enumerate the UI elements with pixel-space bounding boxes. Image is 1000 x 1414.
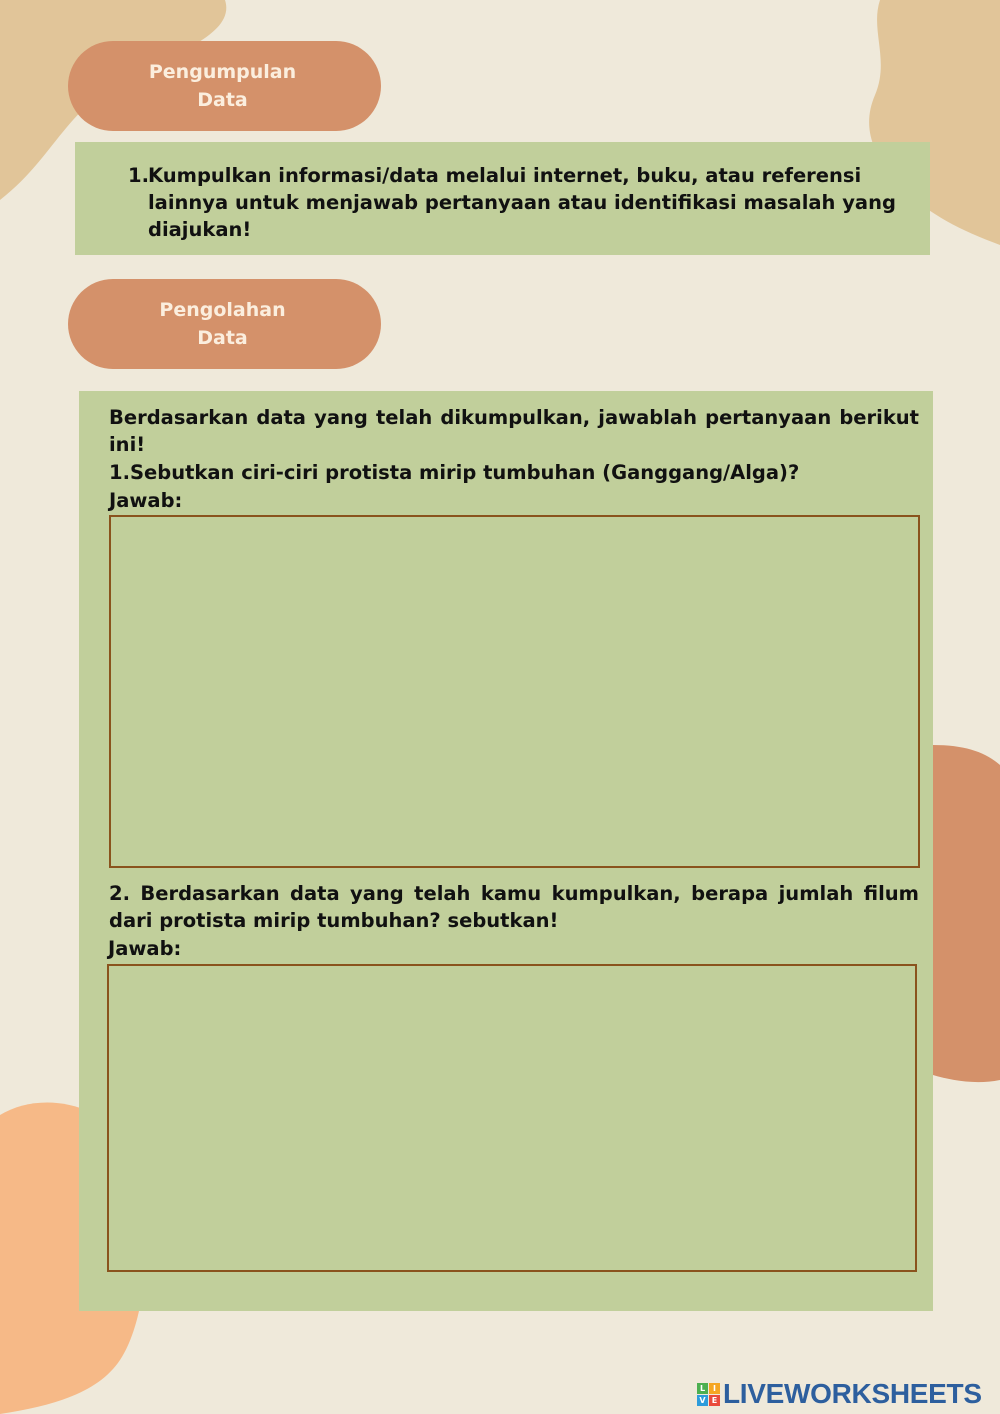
liveworksheets-logo-icon [697,1383,720,1406]
section-header-line2: Data [197,89,248,111]
instruction-text: Kumpulkan informasi/data melalui internet, buku, atau referensi lainnya untuk menjawab pertanyaan atau identifikasi masalah yang diajukan! [148,164,896,241]
logo-icon-letter: V [697,1395,708,1406]
section-header-line1: Pengolahan [159,299,286,321]
section-header-pengumpulan-data [68,41,381,131]
questions-intro: Berdasarkan data yang telah dikumpulkan, jawablah pertanyaan berikut ini! [109,406,919,456]
logo-icon-letter: I [709,1383,720,1394]
instruction-panel [75,142,930,255]
section-header-pengolahan-data [68,279,381,369]
answer-label-1: Jawab: [109,489,183,512]
instruction-item [102,162,900,243]
liveworksheets-logo-text: LIVEWORKSHEETS [723,1378,982,1409]
answer-2-field[interactable] [107,964,917,1272]
instruction-list [128,162,900,243]
blob-right [933,745,1000,1082]
instruction-number: 1. [128,164,149,187]
logo-icon-letter: E [709,1395,720,1406]
question-2: 2. Berdasarkan data yang telah kamu kumpulkan, berapa jumlah filum dari protista mirip tumbuhan? sebutkan! [109,882,919,932]
section-header-line2: Data [197,327,248,349]
answer-label-2: Jawab: [108,937,182,960]
questions-panel [79,391,933,1311]
liveworksheets-logo [697,1378,982,1410]
section-header-line1: Pengumpulan [148,61,297,83]
answer-1-field[interactable] [109,515,920,868]
question-1: 1.Sebutkan ciri-ciri protista mirip tumbuhan (Ganggang/Alga)? [109,461,800,484]
logo-icon-letter: L [697,1383,708,1394]
